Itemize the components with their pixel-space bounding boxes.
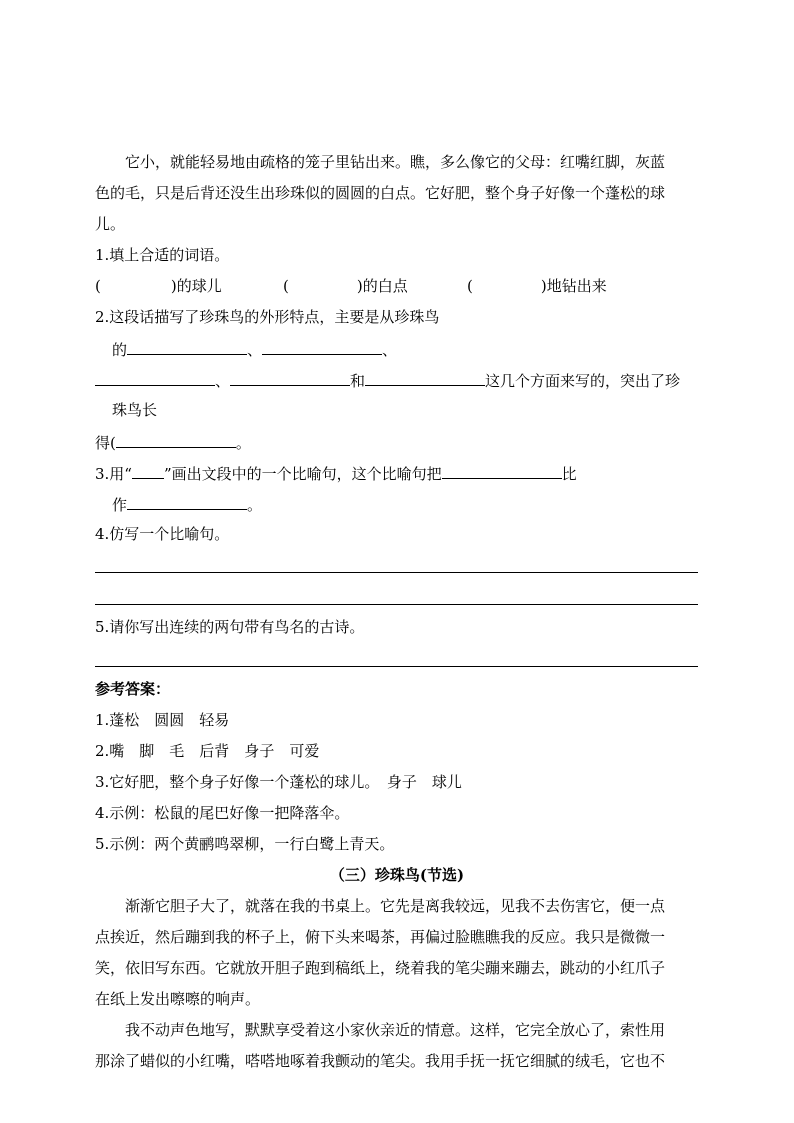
- q2-de: 的: [112, 341, 128, 359]
- q2-blank-6[interactable]: [116, 431, 236, 448]
- q2-blank-4[interactable]: [230, 369, 350, 386]
- q3-end: 。: [247, 496, 263, 514]
- q2-blank-1[interactable]: [127, 338, 247, 355]
- q2-line2: [112, 338, 397, 360]
- q2-sep1: 、: [247, 341, 263, 359]
- q3-zuo: 作: [112, 496, 128, 514]
- q2-de2-close: 。: [235, 434, 251, 452]
- q2-sep3: 、: [215, 372, 231, 390]
- q2-tail: 这几个方面来写的，突出了珍: [485, 372, 681, 390]
- q5-answer-line[interactable]: [95, 666, 698, 667]
- q1-item-2-close: )的白点: [356, 277, 408, 295]
- q2-he: 和: [350, 372, 366, 390]
- section3-p1-line3: 笑，依旧写东西。它就放开胆子跑到稿纸上，绕着我的笔尖蹦来蹦去，跳动的小红爪子: [95, 959, 666, 977]
- section3-p1-line4: 在纸上发出嚓嚓的响声。: [95, 990, 261, 1008]
- section3-p1-line1: 渐渐它胆子大了，就落在我的书桌上。它先是离我较远，见我不去伤害它，便一点: [125, 897, 666, 915]
- passage1-line1: 它小，就能轻易地由疏格的笼子里钻出来。瞧，多么像它的父母：红嘴红脚，灰蓝: [125, 153, 666, 171]
- q3-blank-1[interactable]: [442, 462, 562, 479]
- q1-item-3-close: )地钻出来: [540, 277, 607, 295]
- q2-line3: [95, 369, 680, 391]
- q2-sep2: 、: [382, 341, 398, 359]
- q3-part1: 3.用“: [95, 465, 132, 483]
- q5-title: 5.请你写出连续的两句带有鸟名的古诗。: [95, 618, 365, 636]
- q1-item-2-open: (: [283, 277, 289, 295]
- q1-item-3-open: (: [467, 277, 473, 295]
- q2-title: 2.这段话描写了珍珠鸟的外形特点，主要是从珍珠鸟: [95, 308, 440, 326]
- q2-blank-2[interactable]: [262, 338, 382, 355]
- section3-p1-line2: 点挨近，然后蹦到我的杯子上，俯下头来喝茶，再偏过脸瞧瞧我的反应。我只是微微一: [95, 928, 666, 946]
- q4-answer-line-2[interactable]: [95, 604, 698, 605]
- section3-title: （三）珍珠鸟(节选): [329, 866, 465, 884]
- answer-3: 3.它好肥，整个身子好像一个蓬松的球儿。 身子 球儿: [95, 773, 462, 791]
- q1-item-1-open: (: [95, 277, 101, 295]
- answers-heading: 参考答案：: [95, 680, 171, 698]
- q1-item-3: [467, 276, 607, 296]
- q2-blank-3[interactable]: [95, 369, 215, 386]
- q3-blank-2[interactable]: [127, 493, 247, 510]
- q1-item-2: [283, 276, 408, 296]
- q4-answer-line-1[interactable]: [95, 572, 698, 573]
- passage1-line2: 色的毛，只是后背还没生出珍珠似的圆圆的白点。它好肥，整个身子好像一个蓬松的球: [95, 184, 666, 202]
- section3-p2-line2: 那涂了蜡似的小红嘴，嗒嗒地啄着我颤动的笔尖。我用手抚一抚它细腻的绒毛，它也不: [95, 1052, 666, 1070]
- answer-5: 5.示例：两个黄鹂鸣翠柳，一行白鹭上青天。: [95, 835, 395, 853]
- q1-title: 1.填上合适的词语。: [95, 246, 230, 264]
- q1-item-1-close: )的球儿: [170, 277, 222, 295]
- answer-2: 2.嘴 脚 毛 后背 身子 可爱: [95, 742, 320, 760]
- q2-line4: 珠鸟长: [112, 401, 158, 419]
- q2-blank-5[interactable]: [365, 369, 485, 386]
- q2-de2-open: 得(: [95, 434, 116, 452]
- q3-underline-sample: [132, 463, 164, 479]
- answer-4: 4.示例：松鼠的尾巴好像一把降落伞。: [95, 804, 350, 822]
- q2-line5: [95, 431, 251, 453]
- answer-1: 1.蓬松 圆圆 轻易: [95, 711, 230, 729]
- q3-part2: ”画出文段中的一个比喻句，这个比喻句把: [163, 465, 442, 483]
- q3-bi: 比: [561, 465, 577, 483]
- q1-item-1: [95, 276, 222, 296]
- q3-line1: [95, 462, 577, 484]
- passage1-line3: 儿。: [95, 215, 126, 233]
- q3-line2: [112, 493, 262, 515]
- q4-title: 4.仿写一个比喻句。: [95, 525, 230, 543]
- section3-p2-line1: 我不动声色地写，默默享受着这小家伙亲近的情意。这样，它完全放心了，索性用: [125, 1021, 666, 1039]
